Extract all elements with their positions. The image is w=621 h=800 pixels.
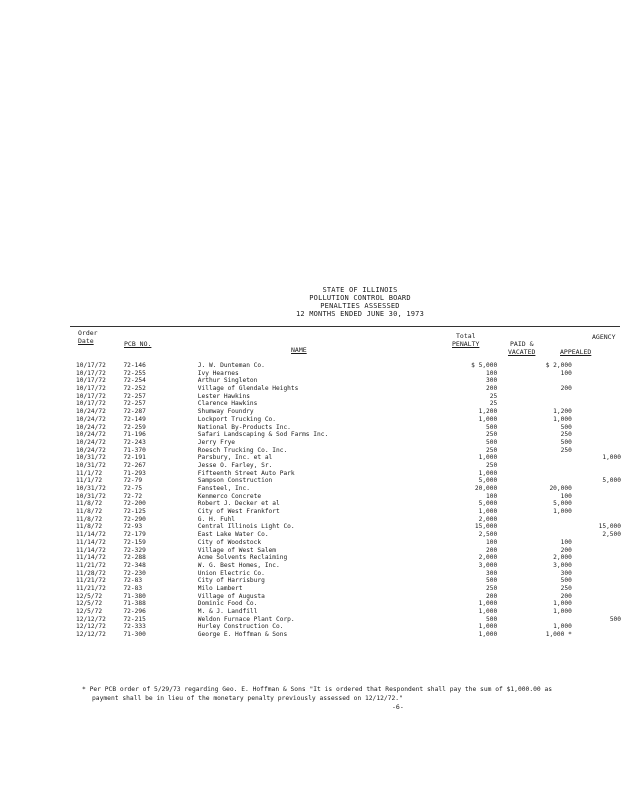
pcb-number-cell: 72-83 (123, 577, 143, 585)
table-row (76, 477, 621, 485)
pcb-number-cell: 72-243 (123, 438, 146, 446)
pcb-number-cell: 72-290 (123, 515, 146, 523)
appealed-amount-cell: 500 (609, 615, 621, 623)
paid-vacated-cell: 250 (560, 446, 572, 454)
total-penalty-cell: 1,000 (478, 631, 498, 639)
order-date-cell: 10/17/72 (76, 392, 106, 400)
respondent-name-cell: Sampson Construction (197, 477, 273, 485)
respondent-name-cell: City of Woodstock (197, 538, 262, 546)
table-row (76, 623, 621, 631)
paid-vacated-cell: 100 (560, 369, 572, 377)
total-penalty-cell: 500 (486, 577, 498, 585)
respondent-name-cell: M. & J. Landfill (197, 608, 258, 615)
order-date-cell: 10/17/72 (76, 369, 106, 377)
respondent-name-cell: W. G. Best Homes, Inc. (197, 561, 280, 569)
order-date-cell: 11/14/72 (76, 554, 106, 562)
order-date-cell: 10/24/72 (76, 423, 106, 431)
paid-vacated-cell: 2,000 (553, 554, 572, 562)
table-row (76, 593, 621, 601)
paid-vacated-cell: 250 (560, 584, 572, 592)
paid-vacated-cell (501, 477, 572, 485)
total-penalty-cell: 25 (489, 400, 498, 408)
respondent-name-cell: Shumway Foundry (197, 408, 254, 416)
respondent-name-cell: National By-Products Inc. (197, 423, 291, 431)
table-row (76, 493, 621, 501)
col-header-total: Total (456, 332, 476, 340)
col-header-paid: PAID & (510, 340, 534, 348)
order-date-cell: 10/31/72 (76, 454, 106, 462)
heading-period: 12 MONTHS ENDED JUNE 30, 1973 (295, 310, 425, 318)
table-row (76, 585, 621, 593)
table-row (76, 470, 621, 478)
appealed-amount-cell: 5,000 (602, 477, 621, 485)
appealed-amount-cell (572, 447, 621, 455)
pcb-number-cell: 72-348 (123, 561, 146, 569)
respondent-name-cell: Parsbury, Inc. et al (197, 454, 273, 462)
total-penalty-cell: 1,200 (478, 408, 498, 416)
appealed-amount-cell (572, 585, 621, 593)
respondent-name-cell: J. W. Dunteman Co. (197, 362, 265, 369)
page-number: -6- (392, 703, 404, 711)
appealed-amount-cell (572, 408, 621, 416)
table-row (76, 577, 621, 585)
respondent-name-cell: G. H. Fuhl (197, 515, 236, 523)
pcb-number-cell: 72-257 (123, 392, 146, 400)
order-date-cell: 12/5/72 (76, 608, 103, 615)
order-date-cell: 11/1/72 (76, 469, 103, 477)
order-date-cell: 10/24/72 (76, 415, 106, 423)
total-penalty-cell: 500 (486, 615, 498, 623)
respondent-name-cell: Village of West Salem (197, 546, 277, 554)
table-row (76, 570, 621, 578)
order-date-cell: 12/12/72 (76, 631, 106, 639)
pcb-number-cell: 71-380 (123, 592, 146, 600)
order-date-cell: 11/14/72 (76, 546, 106, 554)
pcb-number-cell: 72-149 (123, 415, 146, 423)
appealed-amount-cell (572, 547, 621, 555)
paid-vacated-cell: 100 (560, 492, 572, 500)
order-date-cell: 11/21/72 (76, 561, 106, 569)
total-penalty-cell: 15,000 (474, 523, 498, 531)
pcb-number-cell: 72-79 (123, 477, 143, 485)
table-row (76, 554, 621, 562)
paid-vacated-cell: 20,000 (549, 485, 572, 492)
table-row (76, 485, 621, 493)
paid-vacated-cell: 1,000 * (545, 631, 572, 639)
appealed-amount-cell: 2,500 (602, 531, 621, 539)
order-date-cell: 10/17/72 (76, 400, 106, 408)
table-row (76, 408, 621, 416)
respondent-name-cell: Arthur Singleton (197, 377, 258, 385)
pcb-number-cell: 72-230 (123, 569, 146, 577)
total-penalty-cell: 250 (486, 446, 498, 454)
appealed-amount-cell (572, 570, 621, 578)
appealed-amount-cell (572, 416, 621, 424)
respondent-name-cell: Fifteenth Street Auto Park (197, 469, 295, 477)
paid-vacated-cell (501, 393, 572, 401)
table-row (76, 377, 621, 385)
table-row (76, 631, 621, 639)
pcb-number-cell: 72-296 (123, 608, 146, 615)
pcb-number-cell: 72-259 (123, 423, 146, 431)
pcb-number-cell: 72-287 (123, 408, 146, 416)
paid-vacated-cell (501, 523, 572, 531)
appealed-amount-cell (572, 608, 621, 616)
appealed-amount-cell (572, 600, 621, 608)
pcb-number-cell: 72-179 (123, 531, 146, 539)
col-header-order: Order (78, 329, 98, 337)
paid-vacated-cell: 1,200 (553, 408, 572, 416)
respondent-name-cell: Village of Glendale Heights (197, 385, 299, 393)
paid-vacated-cell: 100 (560, 538, 572, 546)
total-penalty-cell: 250 (486, 584, 498, 592)
respondent-name-cell: Kenmerco Concrete (197, 492, 262, 500)
total-penalty-cell: $ 5,000 (471, 362, 498, 369)
appealed-amount-cell (572, 508, 621, 516)
order-date-cell: 10/24/72 (76, 408, 106, 416)
appealed-amount-cell (572, 631, 621, 639)
respondent-name-cell: George E. Hoffman & Sons (197, 631, 288, 639)
paid-vacated-cell: $ 2,000 (545, 362, 572, 369)
pcb-number-cell: 72-200 (123, 500, 146, 508)
table-row (76, 516, 621, 524)
paid-vacated-cell (501, 454, 572, 462)
appealed-amount-cell (572, 577, 621, 585)
table-row (76, 508, 621, 516)
total-penalty-cell: 25 (489, 392, 498, 400)
col-header-vacated: VACATED (508, 348, 536, 356)
total-penalty-cell: 5,000 (478, 477, 498, 485)
total-penalty-cell: 20,000 (474, 485, 498, 492)
penalties-table-body (76, 362, 621, 639)
appealed-amount-cell (572, 362, 621, 370)
order-date-cell: 11/28/72 (76, 569, 106, 577)
pcb-number-cell: 71-196 (123, 431, 146, 439)
order-date-cell: 12/5/72 (76, 592, 103, 600)
paid-vacated-cell: 1,000 (553, 508, 572, 516)
pcb-number-cell: 71-293 (123, 469, 146, 477)
pcb-number-cell: 72-72 (123, 492, 143, 500)
paid-vacated-cell: 500 (560, 577, 572, 585)
total-penalty-cell: 300 (486, 377, 498, 385)
pcb-number-cell: 71-388 (123, 600, 146, 608)
table-row (76, 431, 621, 439)
appealed-amount-cell (572, 493, 621, 501)
paid-vacated-cell: 1,000 (553, 608, 572, 615)
pcb-number-cell: 72-254 (123, 377, 146, 385)
pcb-number-cell: 72-267 (123, 461, 146, 469)
col-header-pcb-no: PCB NO. (124, 340, 152, 348)
total-penalty-cell: 300 (486, 569, 498, 577)
total-penalty-cell: 3,000 (478, 561, 498, 569)
respondent-name-cell: Village of Augusta (197, 592, 265, 600)
respondent-name-cell: Dominic Food Co. (197, 600, 258, 608)
order-date-cell: 12/12/72 (76, 615, 106, 623)
col-header-appealed: APPEALED (560, 348, 592, 356)
appealed-amount-cell (572, 554, 621, 562)
appealed-amount-cell (572, 470, 621, 478)
order-date-cell: 11/1/72 (76, 477, 103, 485)
paid-vacated-cell: 200 (560, 385, 572, 393)
total-penalty-cell: 2,000 (478, 515, 498, 523)
table-row (76, 500, 621, 508)
col-header-date: Date (78, 337, 94, 345)
paid-vacated-cell: 1,000 (553, 600, 572, 608)
order-date-cell: 10/24/72 (76, 431, 106, 439)
respondent-name-cell: Acme Solvents Reclaiming (197, 554, 288, 562)
appealed-amount-cell (572, 516, 621, 524)
pcb-number-cell: 72-125 (123, 508, 146, 516)
pcb-number-cell: 72-75 (123, 485, 143, 492)
respondent-name-cell: Lockport Trucking Co. (197, 415, 277, 423)
appealed-amount-cell (572, 500, 621, 508)
order-date-cell: 11/21/72 (76, 584, 106, 592)
respondent-name-cell: Jerry Frye (197, 438, 236, 446)
total-penalty-cell: 2,000 (478, 554, 498, 562)
respondent-name-cell: Weldon Furnace Plant Corp. (197, 615, 295, 623)
paid-vacated-cell (501, 531, 572, 539)
total-penalty-cell: 1,000 (478, 608, 498, 615)
paid-vacated-cell: 250 (560, 431, 572, 439)
total-penalty-cell: 500 (486, 423, 498, 431)
paid-vacated-cell: 200 (560, 592, 572, 600)
respondent-name-cell: Safari Landscaping & Sod Farms Inc. (197, 431, 329, 439)
pcb-number-cell: 72-288 (123, 554, 146, 562)
respondent-name-cell: Roesch Trucking Co. Inc. (197, 446, 288, 454)
order-date-cell: 10/24/72 (76, 438, 106, 446)
pcb-number-cell: 72-83 (123, 584, 143, 592)
paid-vacated-cell: 3,000 (553, 561, 572, 569)
pcb-number-cell: 72-191 (123, 454, 146, 462)
respondent-name-cell: Hurley Construction Co. (197, 623, 284, 631)
order-date-cell: 11/8/72 (76, 508, 103, 516)
appealed-amount-cell (572, 485, 621, 493)
heading-state: STATE OF ILLINOIS (322, 286, 398, 294)
table-row (76, 462, 621, 470)
paid-vacated-cell: 1,000 (553, 415, 572, 423)
order-date-cell: 10/31/72 (76, 492, 106, 500)
respondent-name-cell: Ivy Hearnes (197, 369, 239, 377)
total-penalty-cell: 1,000 (478, 508, 498, 516)
order-date-cell: 11/8/72 (76, 500, 103, 508)
heading-board: POLLUTION CONTROL BOARD (309, 294, 411, 302)
paid-vacated-cell: 500 (560, 438, 572, 446)
appealed-amount-cell (572, 370, 621, 378)
appealed-amount-cell (572, 623, 621, 631)
heading-report: PENALTIES ASSESSED (320, 302, 400, 310)
paid-vacated-cell (501, 470, 572, 478)
respondent-name-cell: Central Illinois Light Co. (197, 523, 295, 531)
appealed-amount-cell (572, 424, 621, 432)
respondent-name-cell: Lester Hawkins (197, 392, 250, 400)
table-row (76, 608, 621, 616)
appealed-amount-cell (572, 462, 621, 470)
paid-vacated-cell (501, 516, 572, 524)
table-row (76, 400, 621, 408)
appealed-amount-cell (572, 539, 621, 547)
appealed-amount-cell: 15,000 (598, 523, 621, 531)
order-date-cell: 11/14/72 (76, 538, 106, 546)
total-penalty-cell: 100 (486, 492, 498, 500)
respondent-name-cell: Union Electric Co. (197, 569, 265, 577)
table-row (76, 416, 621, 424)
order-date-cell: 11/8/72 (76, 515, 103, 523)
order-date-cell: 10/31/72 (76, 461, 106, 469)
pcb-number-cell: 72-215 (123, 615, 146, 623)
col-header-penalty: PENALTY (452, 340, 480, 348)
table-row (76, 385, 621, 393)
respondent-name-cell: Clarence Hawkins (197, 400, 258, 408)
table-row (76, 439, 621, 447)
paid-vacated-cell: 1,000 (553, 623, 572, 631)
respondent-name-cell: Robert J. Decker et al (197, 500, 280, 508)
col-header-name: NAME (291, 346, 307, 354)
appealed-amount-cell (572, 562, 621, 570)
total-penalty-cell: 100 (486, 538, 498, 546)
table-row (76, 424, 621, 432)
paid-vacated-cell: 500 (560, 423, 572, 431)
paid-vacated-cell: 300 (560, 569, 572, 577)
penalties-table (76, 362, 621, 639)
appealed-amount-cell (572, 377, 621, 385)
header-top-rule (70, 326, 620, 327)
total-penalty-cell: 1,000 (478, 454, 498, 462)
footnote-line-1: * Per PCB order of 5/29/73 regarding Geo. E. Hoffman & Sons "It is ordered that Respondent shall pay the sum of $1,000.00 as (82, 686, 553, 693)
respondent-name-cell: East Lake Water Co. (197, 531, 269, 539)
pcb-number-cell: 72-146 (123, 362, 146, 369)
table-row (76, 531, 621, 539)
appealed-amount-cell (572, 400, 621, 408)
appealed-amount-cell: 1,000 (602, 454, 621, 462)
order-date-cell: 10/17/72 (76, 385, 106, 393)
order-date-cell: 11/21/72 (76, 577, 106, 585)
pcb-number-cell: 72-255 (123, 369, 146, 377)
table-row (76, 547, 621, 555)
total-penalty-cell: 250 (486, 461, 498, 469)
appealed-amount-cell (572, 439, 621, 447)
total-penalty-cell: 200 (486, 385, 498, 393)
order-date-cell: 11/8/72 (76, 523, 103, 531)
order-date-cell: 12/12/72 (76, 623, 106, 631)
pcb-number-cell: 72-252 (123, 385, 146, 393)
table-row (76, 539, 621, 547)
pcb-number-cell: 71-300 (123, 631, 146, 639)
col-header-agency: AGENCY (592, 333, 616, 341)
respondent-name-cell: City of West Frankfort (197, 508, 280, 516)
appealed-amount-cell (572, 385, 621, 393)
pcb-number-cell: 72-329 (123, 546, 146, 554)
table-row (76, 454, 621, 462)
total-penalty-cell: 1,000 (478, 623, 498, 631)
table-row (76, 362, 621, 370)
total-penalty-cell: 250 (486, 431, 498, 439)
order-date-cell: 12/5/72 (76, 600, 103, 608)
order-date-cell: 10/31/72 (76, 485, 106, 492)
paid-vacated-cell (501, 462, 572, 470)
respondent-name-cell: Fansteel, Inc. (197, 485, 250, 492)
total-penalty-cell: 200 (486, 592, 498, 600)
total-penalty-cell: 1,000 (478, 415, 498, 423)
paid-vacated-cell (501, 377, 572, 385)
total-penalty-cell: 100 (486, 369, 498, 377)
total-penalty-cell: 500 (486, 438, 498, 446)
appealed-amount-cell (572, 393, 621, 401)
appealed-amount-cell (572, 593, 621, 601)
table-row (76, 616, 621, 624)
order-date-cell: 10/17/72 (76, 377, 106, 385)
pcb-number-cell: 72-159 (123, 538, 146, 546)
total-penalty-cell: 2,500 (478, 531, 498, 539)
total-penalty-cell: 1,000 (478, 600, 498, 608)
paid-vacated-cell (501, 616, 572, 624)
respondent-name-cell: Milo Lambert (197, 584, 243, 592)
total-penalty-cell: 1,000 (478, 469, 498, 477)
pcb-number-cell: 72-333 (123, 623, 146, 631)
order-date-cell: 10/17/72 (76, 362, 106, 369)
footnote-line-2: payment shall be in lieu of the monetary penalty previously assessed on 12/12/72." (92, 695, 403, 702)
pcb-number-cell: 71-370 (123, 446, 146, 454)
paid-vacated-cell: 5,000 (553, 500, 572, 508)
order-date-cell: 10/24/72 (76, 446, 106, 454)
pcb-number-cell: 72-257 (123, 400, 146, 408)
paid-vacated-cell (501, 400, 572, 408)
table-row (76, 562, 621, 570)
respondent-name-cell: Jesse O. Farley, Sr. (197, 461, 273, 469)
table-row (76, 447, 621, 455)
total-penalty-cell: 200 (486, 546, 498, 554)
table-row (76, 523, 621, 531)
pcb-number-cell: 72-93 (123, 523, 143, 531)
order-date-cell: 11/14/72 (76, 531, 106, 539)
table-row (76, 600, 621, 608)
respondent-name-cell: City of Harrisburg (197, 577, 265, 585)
appealed-amount-cell (572, 431, 621, 439)
paid-vacated-cell: 200 (560, 546, 572, 554)
table-row (76, 393, 621, 401)
total-penalty-cell: 5,000 (478, 500, 498, 508)
table-row (76, 370, 621, 378)
